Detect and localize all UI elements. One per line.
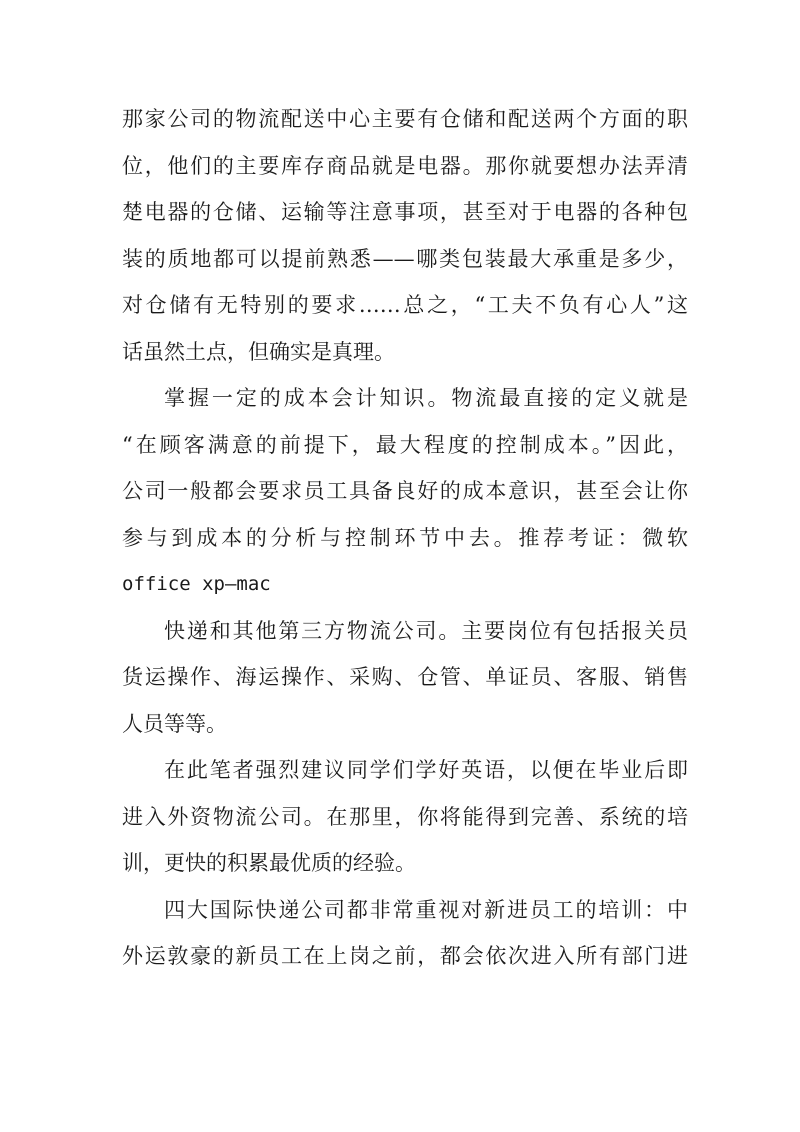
text-line: “在顾客满意的前提下，最大程度的控制成本。”因此， [122,432,688,457]
paragraph-express-training [122,887,688,980]
text-line: 四大国际快递公司都非常重视对新进员工的培训：中 [164,897,688,922]
text-line: 公司一般都会要求员工具备良好的成本意识，甚至会让你 [122,479,688,503]
text-line: 装的质地都可以提前熟悉——哪类包装最大承重是多少， [122,246,688,271]
text-line: 快递和其他第三方物流公司。主要岗位有包括报关员 [164,618,688,643]
paragraph-warehouse [122,96,688,375]
paragraph-cost-accounting [122,375,688,608]
paragraph-english-advice [122,747,688,887]
text-line: 进入外资物流公司。在那里，你将能得到完善、系统的培 [122,804,688,829]
text-line: 位，他们的主要库存商品就是电器。那你就要想办法弄清 [122,153,688,178]
paragraph-third-party-logistics [122,608,688,748]
text-line: 人员等等。 [122,711,227,736]
text-line: 在此笔者强烈建议同学们学好英语，以便在毕业后即 [164,758,688,782]
text-line: 对仓储有无特别的要求……总之，“工夫不负有心人”这 [122,293,688,317]
text-line: office xp—mac [122,573,271,595]
document-body [122,96,688,980]
text-line: 外运敦豪的新员工在上岗之前，都会依次进入所有部门进 [122,944,688,968]
text-line: 话虽然土点，但确实是真理。 [122,339,395,364]
text-line: 货运操作、海运操作、采购、仓管、单证员、客服、销售 [122,665,688,689]
text-line: 掌握一定的成本会计知识。物流最直接的定义就是 [164,386,688,410]
text-line: 参与到成本的分析与控制环节中去。推荐考证：微软 [122,525,688,550]
text-line: 那家公司的物流配送中心主要有仓储和配送两个方面的职 [122,107,688,131]
text-line: 楚电器的仓储、运输等注意事项，甚至对于电器的各种包 [122,200,688,224]
text-line: 训，更快的积累最优质的经验。 [122,851,416,875]
